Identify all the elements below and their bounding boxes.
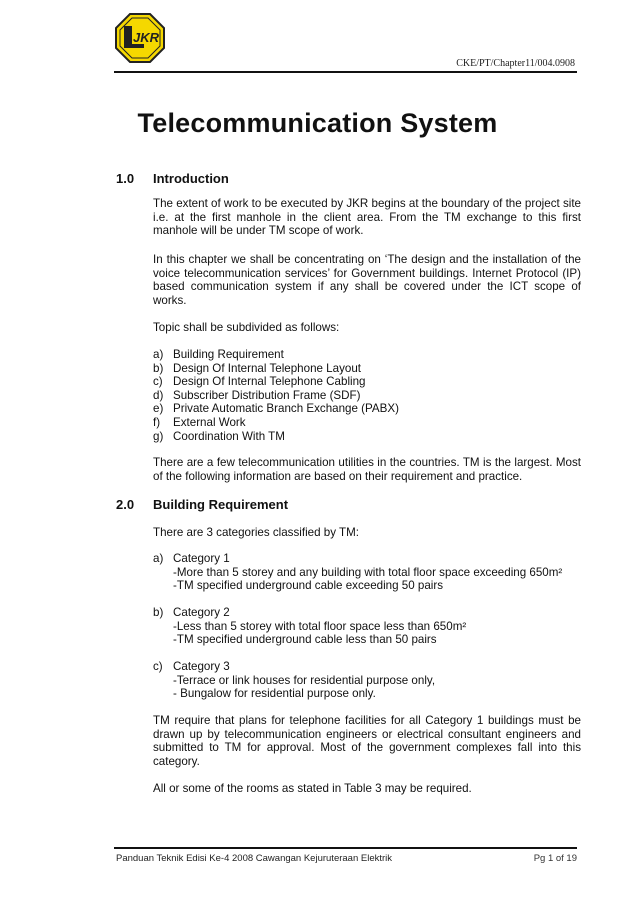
category-name: Category 1: [173, 552, 230, 565]
building-paragraph-2: TM require that plans for telephone facilities for all Category 1 buildings must be drawn up by telecommunication engineers or electrical consultant engineers and submitted to TM for approval. Most of the government complexes fall into this category.: [153, 714, 581, 768]
section-heading-building-requirement: [116, 497, 288, 512]
list-item: a) Building Requirement: [153, 348, 284, 361]
section-title: Building Requirement: [153, 497, 289, 512]
topics-list: [153, 348, 399, 443]
category-1: a) Category 1 -More than 5 storey and any building with total floor space exceeding 650m² -TM specified underground cable exceeding 50 pairs: [153, 552, 563, 593]
jkr-logo-icon: [114, 12, 166, 64]
header-rule: [114, 71, 577, 73]
footer-text: Panduan Teknik Edisi Ke-4 2008 Cawangan Kejuruteraan Elektrik: [116, 853, 393, 864]
building-paragraph-1: There are 3 categories classified by TM:: [153, 526, 359, 539]
category-3: c) Category 3 -Terrace or link houses for residential purpose only, - Bungalow for residential purpose only.: [153, 660, 436, 701]
category-name: Category 2: [173, 606, 230, 619]
footer-rule: [114, 847, 577, 849]
section-number: 2.0: [116, 497, 135, 512]
list-item: d) Subscriber Distribution Frame (SDF): [153, 388, 361, 402]
page-title: Telecommunication System: [137, 108, 498, 138]
svg-text:JKR: JKR: [132, 30, 160, 45]
section-heading-introduction: [116, 171, 229, 186]
list-item: e) Private Automatic Branch Exchange (PABX): [153, 402, 399, 416]
list-item: b) Design Of Internal Telephone Layout: [153, 361, 361, 375]
intro-paragraph-3: Topic shall be subdivided as follows:: [153, 321, 340, 334]
category-2: b) Category 2 -Less than 5 storey with total floor space less than 650m² -TM specified underground cable less than 50 pairs: [153, 606, 467, 647]
list-item: f) External Work: [153, 415, 246, 429]
intro-paragraph-2: In this chapter we shall be concentrating on ‘The design and the installation of the voice telecommunication services’ for Government buildings. Internet Protocol (IP) based communication system if any shall be covered under the ICT scope of works.: [153, 253, 581, 307]
intro-paragraph-1: The extent of work to be executed by JKR begins at the boundary of the project site i.e. at the first manhole in the client area. From the TM exchange to this first manhole will be under TM scope of work.: [153, 197, 581, 238]
intro-paragraph-4: There are a few telecommunication utilities in the countries. TM is the largest. Most of the following information are based on their requirement and practice.: [153, 456, 581, 483]
list-item: g) Coordination With TM: [153, 429, 285, 443]
category-name: Category 3: [173, 660, 230, 673]
jkr-logo: [114, 12, 166, 64]
section-title: Introduction: [153, 171, 229, 186]
list-item: c) Design Of Internal Telephone Cabling: [153, 375, 366, 389]
section-number: 1.0: [116, 171, 135, 186]
document-reference: CKE/PT/Chapter11/004.0908: [456, 58, 575, 69]
page-number: Pg 1 of 19: [533, 853, 577, 864]
building-paragraph-3: All or some of the rooms as stated in Table 3 may be required.: [153, 782, 472, 795]
